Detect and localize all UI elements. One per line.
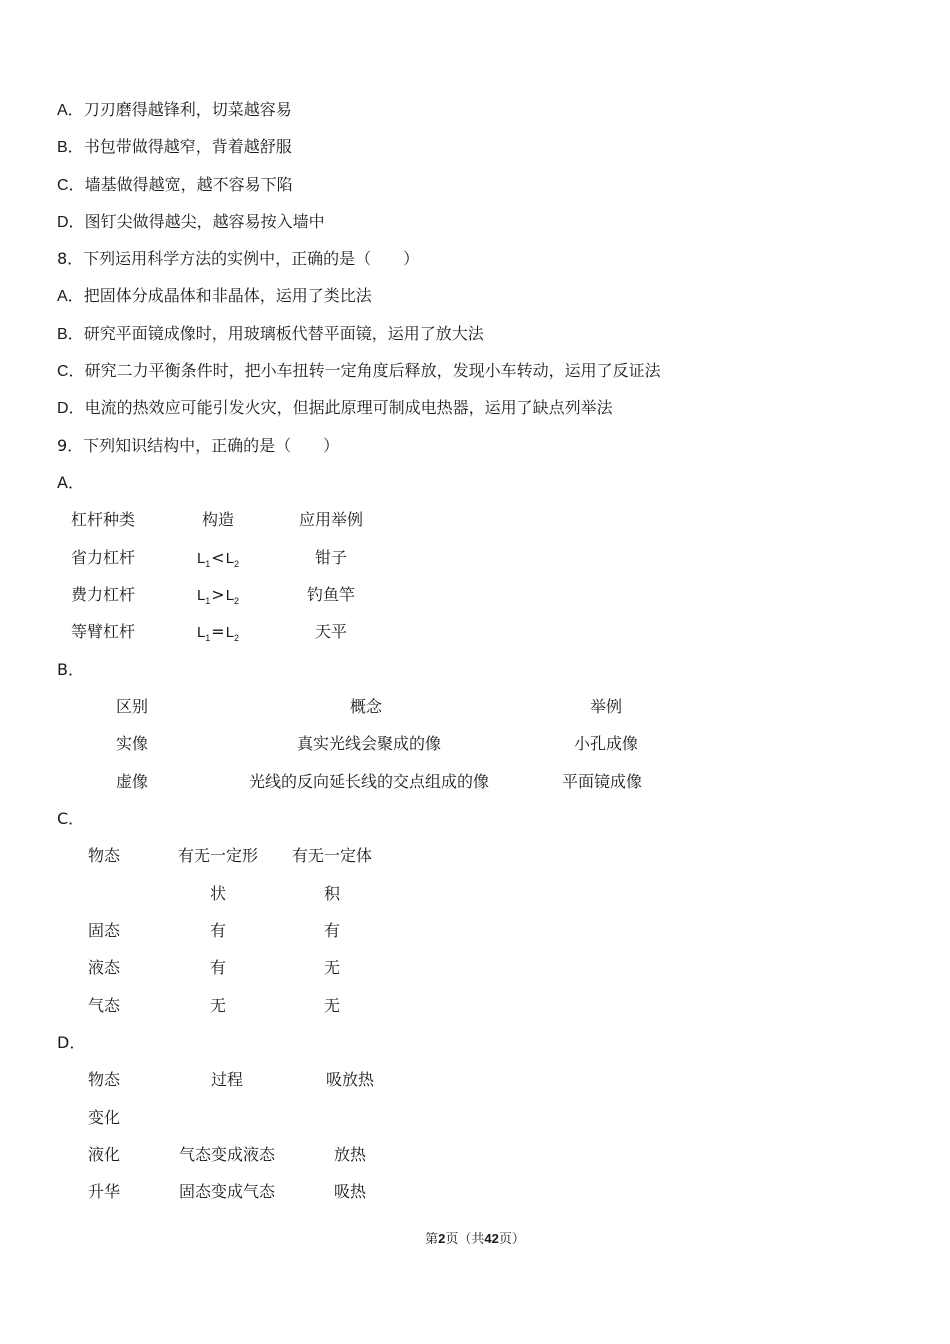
q8-option-c: C．研究二力平衡条件时，把小车扭转一定角度后释放，发现小车转动，运用了反证法 (57, 361, 661, 380)
table-cell: 虚像 (115, 772, 149, 791)
table-cell: 气态变成液态 (178, 1145, 276, 1164)
table-cell: 升华 (87, 1182, 121, 1201)
table-header: 举例 (589, 697, 623, 716)
table-header: 区别 (115, 697, 149, 716)
table-header: 物态 (87, 1070, 121, 1089)
table-header: 构造 (201, 510, 235, 529)
table-header: 概念 (349, 697, 383, 716)
table-cell: 天平 (314, 622, 348, 641)
table-cell: 真实光线会聚成的像 (296, 734, 442, 753)
page-footer: 第2页（共42页） (425, 1231, 525, 1247)
table-cell: 液态 (87, 958, 121, 977)
q7-option-d: D．图钉尖做得越尖，越容易按入墙中 (57, 212, 325, 231)
table-header: 有无一定形 (177, 846, 259, 865)
table-header: 有无一定体 (291, 846, 373, 865)
lever-arm-relation: $L_1>L_2$ (196, 585, 240, 606)
table-cell: 固态变成气态 (178, 1182, 276, 1201)
table-header: 过程 (210, 1070, 244, 1089)
table-header-wrap: 状 (209, 884, 227, 903)
table-cell: 固态 (87, 921, 121, 940)
table-cell: 气态 (87, 996, 121, 1015)
table-cell: 钳子 (314, 548, 348, 567)
table-cell: 放热 (333, 1145, 367, 1164)
table-header: 应用举例 (298, 510, 364, 529)
table-cell: 有 (323, 921, 341, 940)
q8-option-a: A．把固体分成晶体和非晶体，运用了类比法 (57, 286, 372, 305)
table-cell: 费力杠杆 (71, 585, 136, 604)
q7-option-b: B．书包带做得越窄，背着越舒服 (57, 137, 292, 156)
table-cell: 无 (209, 996, 227, 1015)
q9-option-b-label: B． (57, 660, 84, 679)
table-cell: 吸热 (333, 1182, 367, 1201)
q8-stem: 8．下列运用科学方法的实例中，正确的是（ ） (57, 249, 420, 268)
table-header: 杠杆种类 (71, 510, 136, 529)
table-cell: 光线的反向延长线的交点组成的像 (248, 772, 490, 791)
q9-option-d-label: D． (57, 1033, 86, 1052)
lever-arm-relation: $L_1=L_2$ (196, 622, 240, 643)
q9-option-a-label: A． (57, 473, 84, 492)
table-header: 物态 (87, 846, 121, 865)
table-header-wrap: 变化 (87, 1108, 121, 1127)
table-cell: 省力杠杆 (71, 548, 136, 567)
table-cell: 液化 (87, 1145, 121, 1164)
q9-option-c-label: C． (57, 809, 85, 828)
q8-option-d: D．电流的热效应可能引发火灾，但据此原理可制成电热器，运用了缺点列举法 (57, 398, 613, 417)
q7-option-c: C．墙基做得越宽，越不容易下陷 (57, 175, 293, 194)
table-cell: 钓鱼竿 (306, 585, 356, 604)
q9-stem: 9．下列知识结构中，正确的是（ ） (57, 436, 340, 455)
q7-option-a: A．刀刃磨得越锋利，切菜越容易 (57, 100, 292, 119)
table-cell: 有 (209, 958, 227, 977)
q8-option-b: B．研究平面镜成像时，用玻璃板代替平面镜，运用了放大法 (57, 324, 484, 343)
lever-arm-relation: $L_1<L_2$ (196, 548, 240, 569)
table-cell: 小孔成像 (573, 734, 639, 753)
table-cell: 有 (209, 921, 227, 940)
table-cell: 无 (323, 996, 341, 1015)
table-header-wrap: 积 (323, 884, 341, 903)
table-cell: 等臂杠杆 (71, 622, 136, 641)
table-cell: 无 (323, 958, 341, 977)
table-cell: 实像 (115, 734, 149, 753)
table-header: 吸放热 (325, 1070, 375, 1089)
table-cell: 平面镜成像 (561, 772, 643, 791)
